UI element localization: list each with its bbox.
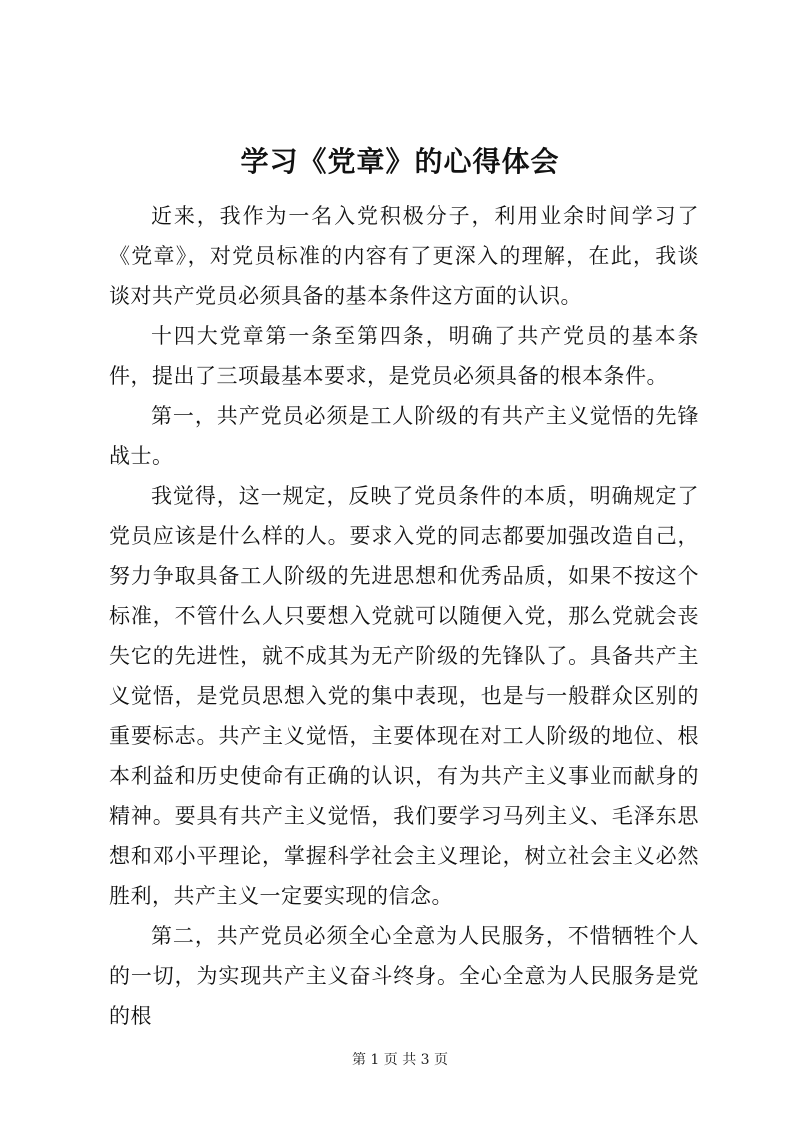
page-footer: 第 1 页 共 3 页 [351,1052,449,1068]
paragraph-1: 近来，我作为一名入党积极分子，利用业余时间学习了《党章》，对党员标准的内容有了更深入的理解，在此，我谈谈对共产党员必须具备的基本条件这方面的认识。 [109,204,699,308]
paragraph-2: 十四大党章第一条至第四条，明确了共产党员的基本条件，提出了三项最基本要求，是党员必须具备的根本条件。 [109,324,699,388]
document-body [109,196,699,1036]
paragraph-3: 第一，共产党员必须是工人阶级的有共产主义觉悟的先锋战士。 [109,404,699,468]
paragraph-4: 我觉得，这一规定，反映了党员条件的本质，明确规定了党员应该是什么样的人。要求入党的同志都要加强改造自己，努力争取具备工人阶级的先进思想和优秀品质，如果不按这个标准，不管什么人只要想入党就可以随便入党，那么党就会丧失它的先进性，就不成其为无产阶级的先锋队了。具备共产主义觉悟，是党员思想入党的集中表现，也是与一般群众区别的重要标志。共产主义觉悟，主要体现在对工人阶级的地位、根本利益和历史使命有正确的认识，有为共产主义事业而献身的精神。要具有共产主义觉悟，我们要学习马列主义、毛泽东思想和邓小平理论，掌握科学社会主义理论，树立社会主义必然胜利，共产主义一定要实现的信念。 [109,484,699,908]
paragraph-5: 第二，共产党员必须全心全意为人民服务，不惜牺牲个人的一切，为实现共产主义奋斗终身。全心全意为人民服务是党的根 [109,924,699,1028]
page-title: 学习《党章》的心得体会 [240,145,560,178]
